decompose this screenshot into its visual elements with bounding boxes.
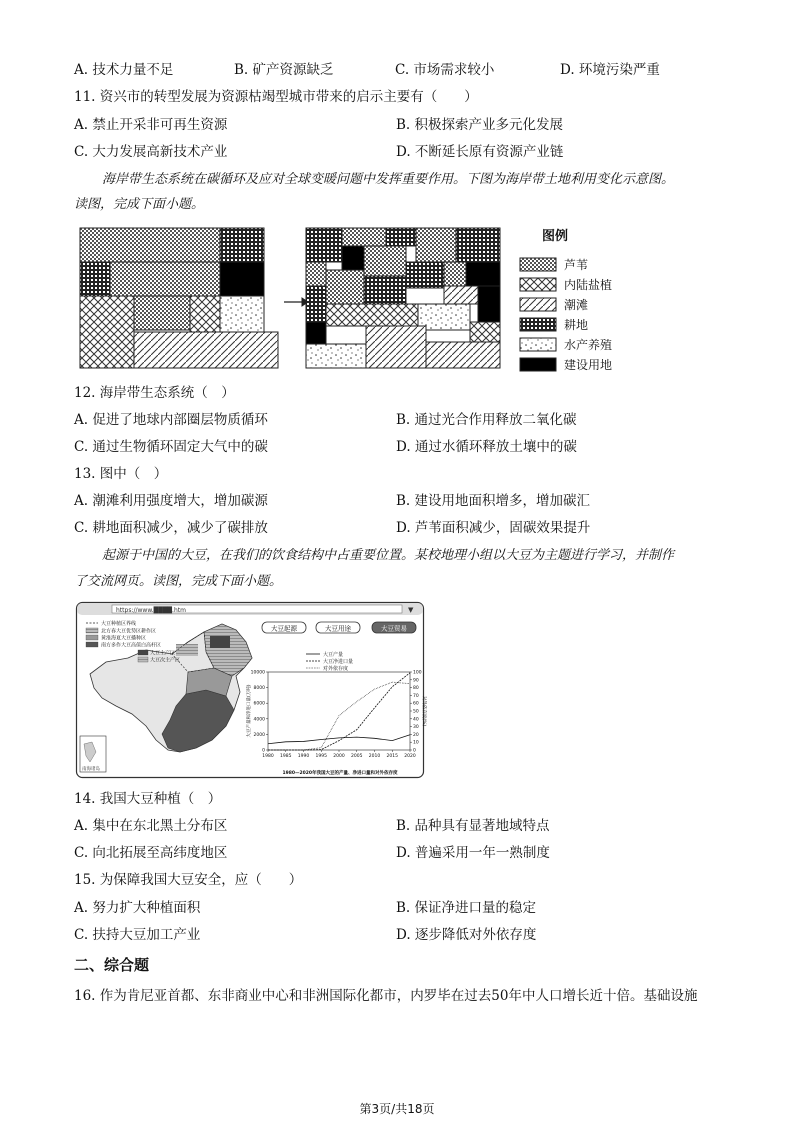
x-tick-label: 2015: [386, 754, 398, 759]
legend-label-reed: 芦苇: [564, 258, 589, 272]
q12-option-a: A. 促进了地球内部圈层物质循环: [74, 412, 268, 428]
y-right-tick-label: 50: [413, 709, 419, 715]
page-footer: 第3页/共18页: [359, 1102, 435, 1116]
q15-option-d: D. 逐步降低对外依存度: [396, 927, 537, 943]
q14-option-c: C. 向北拓展至高纬度地区: [74, 845, 228, 861]
legend-swatch-salt: [520, 278, 556, 291]
legend-swatch-farm: [520, 318, 556, 331]
q14-option-b: B. 品种具有显著地域特点: [396, 818, 550, 834]
q11-stem: 11. 资兴市的转型发展为资源枯竭型城市带来的启示主要有（ ）: [74, 89, 478, 105]
main-production-area: [210, 636, 230, 648]
land-use-diagram: [74, 222, 624, 374]
legend-label-tidal: 潮滩: [564, 298, 589, 312]
chart-ylabel-right: 对外依存度(%): [421, 695, 426, 727]
map-legend-5: 大豆次主产区: [150, 657, 181, 664]
legend-label-aqua: 水产养殖: [564, 338, 613, 352]
legend-swatch-reed: [520, 258, 556, 271]
x-tick-label: 1980: [262, 754, 274, 759]
address-url: https://www.████.htm: [116, 607, 186, 614]
q10-option-c: C. 市场需求较小: [395, 62, 495, 78]
chart-caption: 1980—2020年我国大豆的产量、净进口量和对外依存度: [282, 771, 398, 776]
q15-option-a: A. 努力扩大种植面积: [74, 900, 201, 916]
y-right-tick-label: 60: [413, 701, 419, 707]
legend-title: 图例: [542, 229, 569, 244]
q15-stem: 15. 为保障我国大豆安全，应（ ）: [74, 872, 303, 888]
legend-swatch-tidal: [520, 298, 556, 311]
land-use-legend: [520, 228, 612, 372]
chart-legend-production: 大豆产量: [323, 652, 344, 658]
y-left-tick-label: 6000: [253, 701, 265, 707]
map-legend-2: 黄淮海夏大豆播种区: [101, 635, 147, 642]
q12-option-d: D. 通过水循环释放土壤中的碳: [396, 439, 577, 455]
map-legend-0: 大豆种植区界线: [101, 621, 137, 627]
q10-option-b: B. 矿产资源缺乏: [234, 62, 334, 78]
q11-option-d: D. 不断延长原有资源产业链: [396, 144, 564, 160]
q14-option-a: A. 集中在东北黑土分布区: [74, 818, 228, 834]
land-use-after: [306, 228, 500, 368]
x-tick-label: 1990: [297, 754, 310, 759]
legend-sub-swatch: [138, 657, 148, 662]
legend-label-salt: 内陆盐植: [564, 278, 613, 292]
y-right-tick-label: 80: [413, 686, 419, 692]
x-tick-label: 1985: [280, 754, 292, 759]
chart-legend-import: 大豆净进口量: [323, 659, 354, 665]
q13-option-b: B. 建设用地面积增多，增加碳汇: [396, 493, 591, 509]
q15-option-b: B. 保证净进口量的稳定: [396, 900, 537, 916]
y-left-tick-label: 0: [262, 748, 265, 754]
q10-option-a: A. 技术力量不足: [74, 62, 174, 78]
legend-swatch-aqua: [520, 338, 556, 351]
x-tick-label: 2005: [351, 754, 363, 759]
legend-south-swatch: [86, 642, 98, 647]
q14-stem: 14. 我国大豆种植（ ）: [74, 791, 222, 807]
map-legend-3: 南方多作大豆高值白高杆区: [101, 642, 162, 649]
x-tick-label: 2010: [368, 754, 381, 759]
q13-stem: 13. 图中（ ）: [74, 466, 168, 482]
q11-option-a: A. 禁止开采非可再生资源: [74, 117, 228, 133]
legend-north-swatch: [86, 628, 98, 633]
q15-option-c: C. 扶持大豆加工产业: [74, 927, 201, 943]
webpage-tabs: [262, 622, 416, 633]
y-right-tick-label: 70: [413, 693, 419, 699]
dropdown-arrow-icon[interactable]: ▼: [408, 606, 414, 614]
q14-option-d: D. 普遍采用一年一熟制度: [396, 845, 550, 861]
passage1-line1: 海岸带生态系统在碳循环及应对全球变暖问题中发挥重要作用。下图为海岸带土地利用变化示意图。: [102, 172, 675, 187]
y-right-tick-label: 20: [413, 732, 419, 738]
x-tick-label: 1995: [315, 754, 327, 759]
y-right-tick-label: 100: [413, 670, 422, 676]
map-legend-4: 大豆主产区: [150, 650, 176, 657]
y-right-tick-label: 40: [413, 717, 419, 723]
chart-legend-dependence: 对外依存度: [323, 666, 349, 672]
y-left-tick-label: 4000: [253, 717, 265, 723]
tab-trade-label: 大豆贸易: [381, 624, 407, 633]
passage2-line2: 了交流网页。读图，完成下面小题。: [74, 574, 283, 589]
tab-origin-label: 大豆起源: [271, 624, 297, 633]
inset-label: 南海诸岛: [82, 767, 100, 772]
q13-option-c: C. 耕地面积减少，减少了碳排放: [74, 520, 268, 536]
passage1-line2: 读图，完成下面小题。: [74, 197, 205, 212]
legend-huanghuaihai-swatch: [86, 635, 98, 640]
y-right-tick-label: 30: [413, 725, 419, 731]
q13-option-d: D. 芦苇面积减少，固碳效果提升: [396, 520, 591, 536]
soybean-webpage: [76, 602, 424, 778]
q11-option-b: B. 积极探索产业多元化发展: [396, 117, 564, 133]
legend-swatch-build: [520, 358, 556, 371]
y-left-tick-label: 8000: [253, 686, 265, 692]
legend-label-build: 建设用地: [564, 358, 613, 372]
x-tick-label: 2020: [404, 754, 416, 759]
map-legend-1: 北方春大豆优势区耕作区: [101, 628, 157, 635]
q11-option-c: C. 大力发展高新技术产业: [74, 144, 228, 160]
x-tick-label: 2000: [333, 754, 345, 759]
tab-usage-label: 大豆用途: [325, 624, 351, 633]
q10-option-d: D. 环境污染严重: [560, 62, 660, 78]
y-left-tick-label: 2000: [253, 732, 265, 738]
legend-main-swatch: [138, 650, 148, 655]
y-right-tick-label: 90: [413, 678, 419, 684]
y-right-tick-label: 10: [413, 740, 419, 746]
q13-option-a: A. 潮滩利用强度增大，增加碳源: [74, 493, 268, 509]
north-spring-area: [176, 644, 198, 656]
y-left-tick-label: 10000: [250, 670, 265, 676]
q16-stem: 16. 作为肯尼亚首都、东非商业中心和非洲国际化都市，内罗毕在过去50年中人口增长近十倍。基础设施: [74, 988, 698, 1004]
chart-ylabel-left: 大豆产量和净进口量(万吨): [247, 684, 252, 738]
q12-option-b: B. 通过光合作用释放二氧化碳: [396, 412, 577, 428]
land-use-before: [80, 228, 278, 368]
section-2-title: 二、综合题: [74, 956, 150, 974]
q12-option-c: C. 通过生物循环固定大气中的碳: [74, 439, 268, 455]
change-arrow: [284, 298, 308, 306]
q12-stem: 12. 海岸带生态系统（ ）: [74, 385, 235, 401]
passage2-line1: 起源于中国的大豆，在我们的饮食结构中占重要位置。某校地理小组以大豆为主题进行学习，并制作: [102, 548, 675, 563]
y-right-tick-label: 0: [413, 748, 416, 754]
legend-label-farm: 耕地: [564, 318, 589, 332]
